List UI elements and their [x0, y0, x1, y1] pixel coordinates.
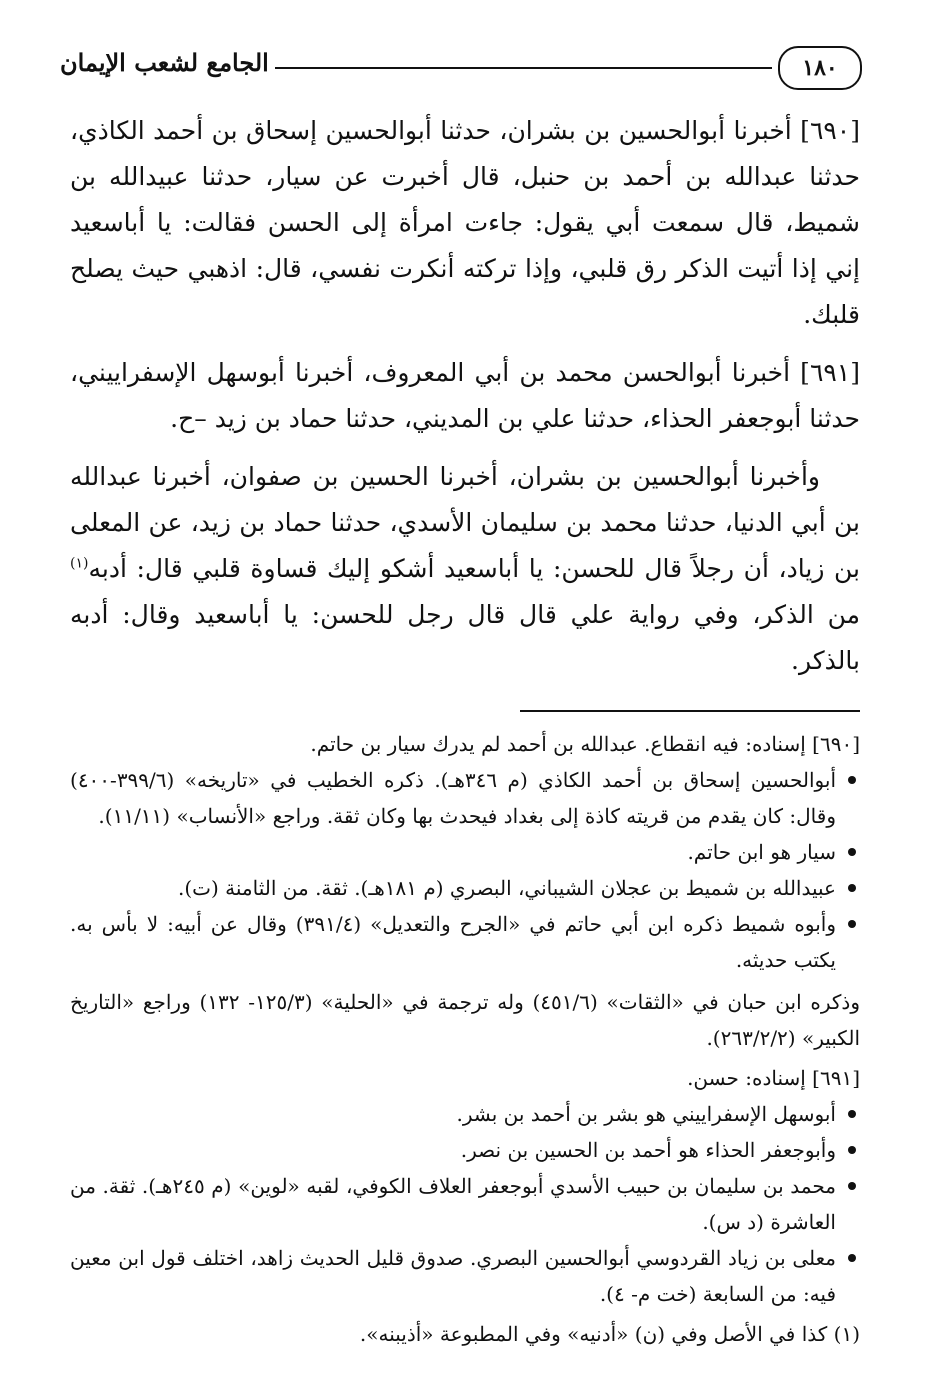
- hadith-691-text-b: من الذكر، وفي رواية علي قال قال رجل للحسن: يا أباسعيد وقال: أدبه بالذكر.: [70, 600, 860, 675]
- footnote-rule: [520, 710, 860, 712]
- list-item: وأبوجعفر الحذاء هو أحمد بن الحسين بن نصر.: [70, 1132, 860, 1168]
- note-690-heading: [٦٩٠] إسناده: فيه انقطاع. عبدالله بن أحمد لم يدرك سيار بن حاتم.: [310, 732, 860, 756]
- footnote-1: (١) كذا في الأصل وفي (ن) «أدنيه» وفي المطبوعة «أذيبنه».: [359, 1322, 860, 1346]
- list-item: معلى بن زياد القردوسي أبوالحسين البصري. صدوق قليل الحديث زاهد، اختلف قول ابن معين فيه: من السابعة (خت م- ٤).: [70, 1240, 860, 1312]
- list-item: وأبوه شميط ذكره ابن أبي حاتم في «الجرح والتعديل» (٣٩١/٤) وقال عن أبيه: لا بأس به. يكتب حديثه.: [70, 906, 860, 978]
- page-header: [60, 30, 860, 108]
- list-item: أبوسهل الإسفراييني هو بشر بن أحمد بن بشر.: [70, 1096, 860, 1132]
- list-item: عبيدالله بن شميط بن عجلان الشيباني، البصري (م ١٨١هـ). ثقة. من الثامنة (ت).: [70, 870, 860, 906]
- page-number: ١٨٠: [778, 46, 862, 90]
- book-title: الجامع لشعب الإيمان: [60, 48, 269, 77]
- list-item: سيار هو ابن حاتم.: [70, 834, 860, 870]
- main-text: [70, 108, 860, 684]
- header-rule: [275, 67, 772, 69]
- note-691-heading: [٦٩١] إسناده: حسن.: [687, 1066, 860, 1090]
- hadith-690: [٦٩٠] أخبرنا أبوالحسين بن بشران، حدثنا أبوالحسين إسحاق بن أحمد الكاذي، حدثنا عبدالله بن أحمد بن حنبل، قال أخبرت عن سيار، حدثنا عبيدالله بن شميط، قال سمعت أبي يقول: جاءت امرأة إلى الحسن فقالت: يا أباسعيد إني إذا أتيت الذكر رق قلبي، وإذا تركته أنكرت نفسي، قال: اذهبي حيث يصلح قلبك.: [70, 116, 860, 329]
- footnote-marker: (١): [70, 555, 89, 572]
- list-item: أبوالحسين إسحاق بن أحمد الكاذي (م ٣٤٦هـ). ذكره الخطيب في «تاريخه» (٣٩٩/٦-٤٠٠) وقال: كان يقدم من قريته كاذة إلى بغداد فيحدث بها وكان ثقة. وراجع «الأنساب» (١١/١١).: [70, 762, 860, 834]
- note-690-list: [70, 762, 860, 978]
- hadith-691: [٦٩١] أخبرنا أبوالحسن محمد بن أبي المعروف، أخبرنا أبوسهل الإسفراييني، حدثنا أبوجعفر الحذاء، حدثنا علي بن المديني، حدثنا حماد بن زيد –ح.: [70, 358, 860, 433]
- hadith-691-second-chain: [70, 454, 860, 684]
- note-690-tail: وذكره ابن حبان في «الثقات» (٤٥١/٦) وله ترجمة في «الحلية» (١٢٥/٣- ١٣٢) وراجع «التاريخ الكبير» (٢٦٣/٢/٢).: [70, 990, 860, 1050]
- page: [60, 30, 860, 1352]
- footnotes: [70, 726, 860, 1352]
- note-691-list: [70, 1096, 860, 1312]
- hadith-691-text-a: وأخبرنا أبوالحسين بن بشران، أخبرنا الحسين بن صفوان، أخبرنا عبدالله بن أبي الدنيا، حدثنا محمد بن سليمان الأسدي، حدثنا حماد بن زيد، عن المعلى بن زياد، أن رجلاً قال للحسن: يا أباسعيد أشكو إليك قساوة قلبي قال: أدبه: [70, 462, 860, 583]
- list-item: محمد بن سليمان بن حبيب الأسدي أبوجعفر العلاف الكوفي، لقبه «لوين» (م ٢٤٥هـ). ثقة. من العاشرة (د س).: [70, 1168, 860, 1240]
